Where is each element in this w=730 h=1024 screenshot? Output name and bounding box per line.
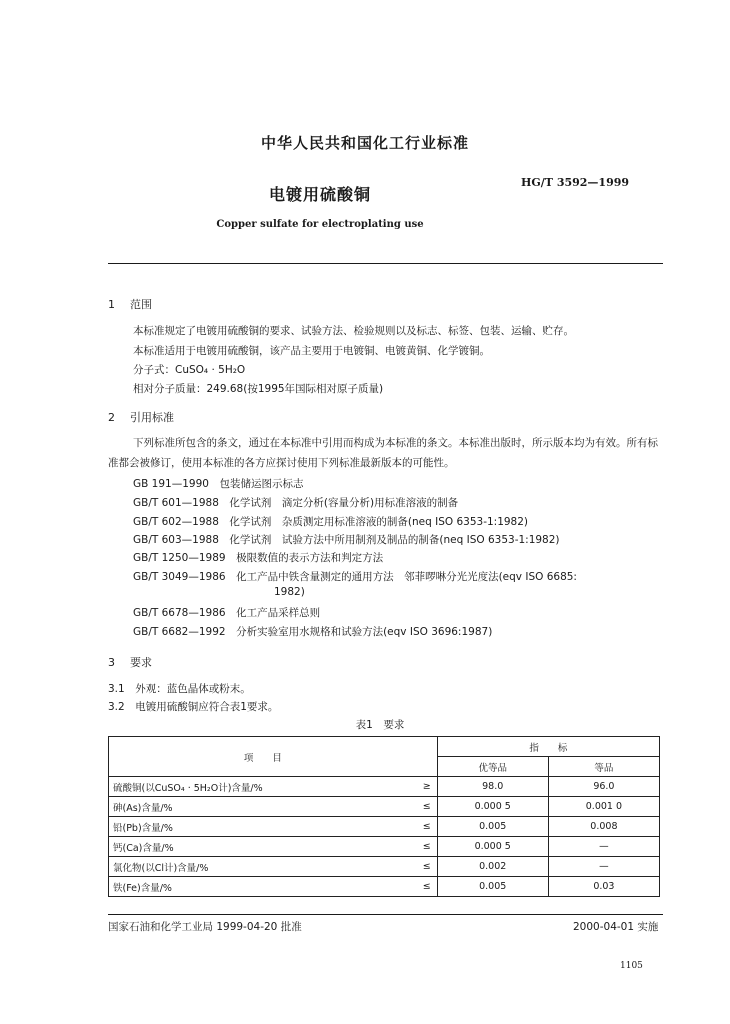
- row-value-premium: 0.005: [437, 817, 548, 837]
- reference-item: GB/T 6682—1992 分析实验室用水规格和试验方法(eqv ISO 3696:1987): [133, 626, 493, 638]
- section-title: 要求: [130, 656, 152, 669]
- row-item: 铁(Fe)含量/%: [109, 877, 417, 897]
- table-header-row: [109, 737, 660, 757]
- row-value-first: —: [548, 857, 659, 877]
- header-divider: [108, 263, 663, 264]
- row-comparator: ≤: [417, 877, 437, 897]
- header-index-group: 指 标: [437, 737, 659, 757]
- row-item: 硫酸铜(以CuSO₄ · 5H₂O计)含量/%: [109, 777, 417, 797]
- header-grade-first: 等品: [548, 757, 659, 777]
- requirement-item: 3.2 电镀用硫酸铜应符合表1要求。: [108, 701, 279, 713]
- references-intro: 下列标准所包含的条文，通过在本标准中引用而构成为本标准的条文。本标准出版时，所示版本均为有效。所有标准都会被修订，使用本标准的各方应探讨使用下列标准最新版本的可能性。: [108, 437, 658, 469]
- reference-item-continuation: 1982): [274, 586, 305, 598]
- header-grade-premium: 优等品: [437, 757, 548, 777]
- reference-item: GB/T 602—1988 化学试剂 杂质测定用标准溶液的制备(neq ISO 6353-1:1982): [133, 516, 529, 528]
- document-title: 电镀用硫酸铜: [268, 185, 371, 204]
- approval-note: 国家石油和化学工业局 1999-04-20 批准: [108, 921, 302, 933]
- row-value-premium: 0.002: [437, 857, 548, 877]
- footer-divider: [108, 914, 663, 915]
- document-subtitle: Copper sulfate for electroplating use: [216, 219, 424, 230]
- reference-item: GB/T 3049—1986 化工产品中铁含量测定的通用方法 邻菲啰啉分光光度法(eqv ISO 6685:: [133, 571, 577, 583]
- reference-item: GB/T 601—1988 化学试剂 滴定分析(容量分析)用标准溶液的制备: [133, 497, 459, 509]
- requirements-table: [108, 736, 660, 897]
- reference-item: GB 191—1990 包装储运图示标志: [133, 478, 304, 490]
- section-number: 1: [108, 298, 115, 311]
- section-number: 2: [108, 411, 115, 424]
- row-comparator: ≥: [417, 777, 437, 797]
- table-caption: 表1 要求: [355, 719, 405, 731]
- row-value-first: 0.03: [548, 877, 659, 897]
- row-comparator: ≤: [417, 857, 437, 877]
- row-comparator: ≤: [417, 797, 437, 817]
- section-heading-scope: [108, 296, 152, 312]
- row-item: 铅(Pb)含量/%: [109, 817, 417, 837]
- row-item: 砷(As)含量/%: [109, 797, 417, 817]
- page-number: 1105: [620, 961, 643, 971]
- section-title: 范围: [130, 298, 152, 311]
- table-row: [109, 797, 660, 817]
- row-comparator: ≤: [417, 817, 437, 837]
- header-item: 项 目: [109, 737, 417, 777]
- table-row: [109, 837, 660, 857]
- table-row: [109, 817, 660, 837]
- scope-paragraph: 本标准适用于电镀用硫酸铜，该产品主要用于电镀铜、电镀黄铜、化学镀铜。: [133, 345, 490, 357]
- table-row: [109, 877, 660, 897]
- table-row: [109, 857, 660, 877]
- row-value-first: 96.0: [548, 777, 659, 797]
- row-value-first: 0.001 0: [548, 797, 659, 817]
- section-title: 引用标准: [130, 411, 174, 424]
- row-value-first: —: [548, 837, 659, 857]
- standard-code: HG/T 3592—1999: [521, 176, 630, 189]
- reference-item: GB/T 6678—1986 化工产品采样总则: [133, 607, 321, 619]
- section-heading-requirements: [108, 654, 152, 670]
- implementation-date: 2000-04-01 实施: [573, 921, 659, 933]
- requirement-item: 3.1 外观：蓝色晶体或粉末。: [108, 683, 251, 695]
- scope-paragraph: 本标准规定了电镀用硫酸铜的要求、试验方法、检验规则以及标志、标签、包装、运输、贮存。: [133, 325, 574, 337]
- row-comparator: ≤: [417, 837, 437, 857]
- molecular-mass: 相对分子质量：249.68(按1995年国际相对原子质量): [133, 383, 384, 395]
- row-value-premium: 0.000 5: [437, 797, 548, 817]
- row-value-first: 0.008: [548, 817, 659, 837]
- header-comparator: [417, 737, 437, 777]
- reference-item: GB/T 1250—1989 极限数值的表示方法和判定方法: [133, 552, 384, 564]
- row-item: 氯化物(以Cl计)含量/%: [109, 857, 417, 877]
- standard-series-title: 中华人民共和国化工行业标准: [260, 134, 469, 152]
- reference-item: GB/T 603—1988 化学试剂 试验方法中所用制剂及制品的制备(neq ISO 6353-1:1982): [133, 534, 560, 546]
- row-value-premium: 0.000 5: [437, 837, 548, 857]
- section-number: 3: [108, 656, 115, 669]
- row-item: 钙(Ca)含量/%: [109, 837, 417, 857]
- table-row: [109, 777, 660, 797]
- row-value-premium: 0.005: [437, 877, 548, 897]
- section-heading-references: [108, 409, 174, 425]
- molecular-formula: 分子式：CuSO₄ · 5H₂O: [133, 364, 246, 376]
- row-value-premium: 98.0: [437, 777, 548, 797]
